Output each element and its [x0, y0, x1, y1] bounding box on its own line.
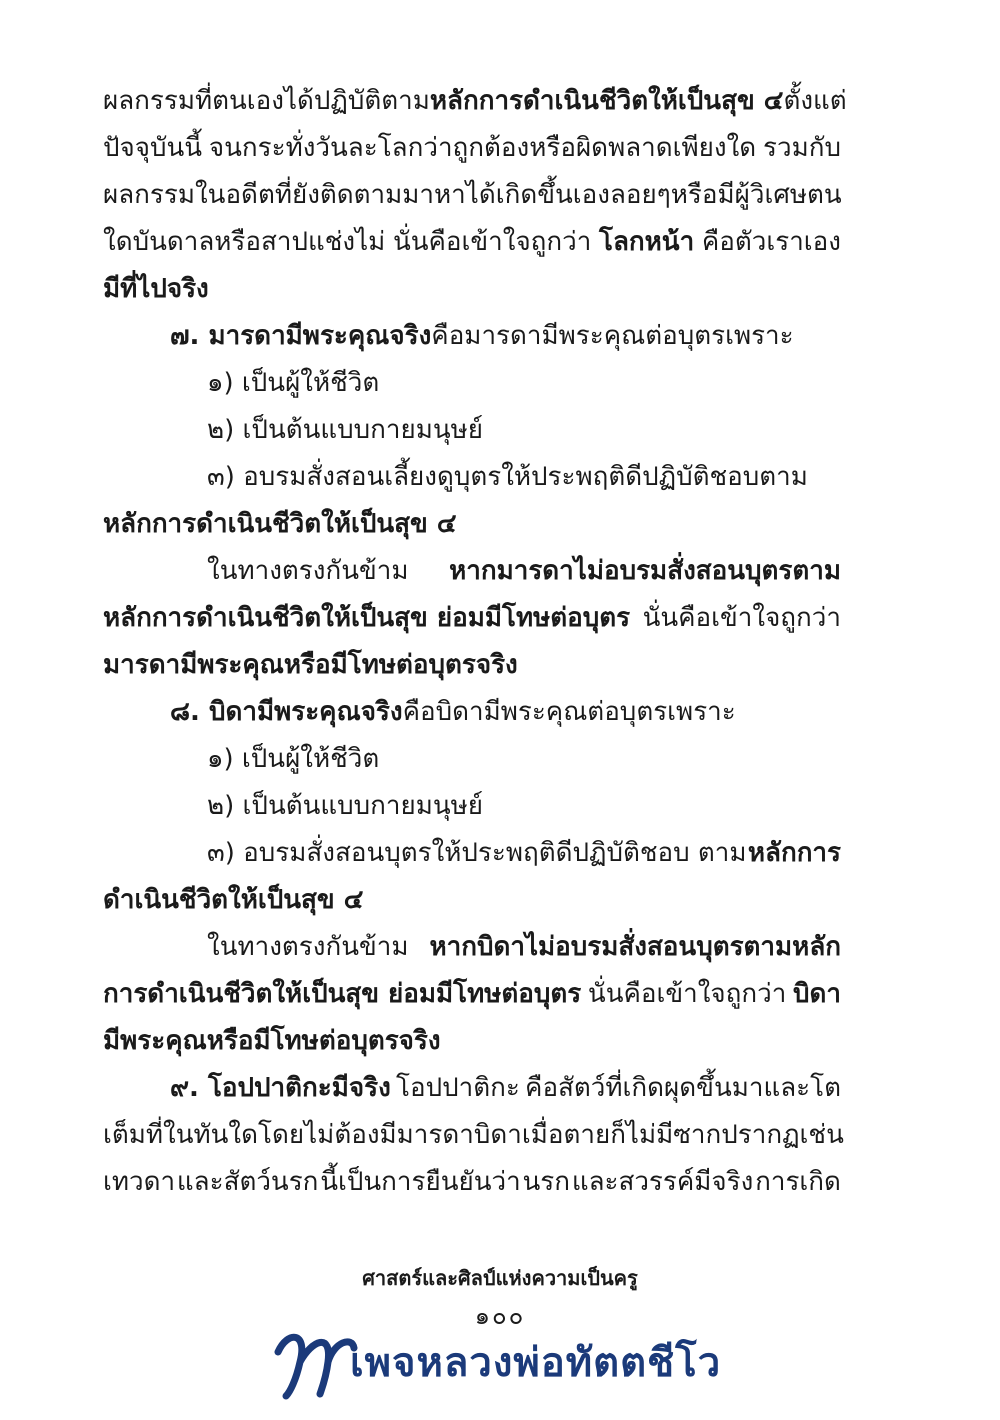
logo-text: เพจหลวงพ่อทัตตชีโว [350, 1339, 722, 1386]
text-segment: คือสัตว์ที่เกิดผุดขึ้นมาและโต [525, 1073, 841, 1103]
text-segment: ๒) เป็นต้นแบบกายมนุษย์ [207, 791, 483, 821]
text-segment: หรือมีผู้วิเศษตน [670, 180, 842, 210]
text-line [103, 266, 841, 313]
text-segment: ๑) เป็นผู้ให้ชีวิต [207, 744, 380, 774]
text-segment: นรก [522, 1167, 570, 1197]
text-line [103, 501, 841, 548]
text-segment: ปัจจุบันนี้ [103, 133, 203, 163]
text-line [103, 1018, 841, 1065]
text-segment: ในทางตรงกันข้าม [207, 556, 409, 586]
text-segment: เมื่อตายก็ไม่มีซากปรากฏ [521, 1120, 800, 1150]
text-line [103, 313, 841, 360]
text-segment: โดยไม่ต้องมีมารดาบิดา [258, 1120, 522, 1150]
text-line [103, 219, 841, 266]
bold-text-segment: หลักการดำเนินชีวิตให้เป็นสุข ๔ [429, 86, 784, 116]
text-segment: ตั้งแต่ [783, 86, 847, 116]
body-text [103, 78, 847, 1206]
text-segment: จนกระทั่งวันละโลกว่าถูกต้องหรือผิดพลาดเพียงใด [208, 133, 757, 163]
bold-text-segment: หลักการดำเนินชีวิตให้เป็นสุข ๔ [103, 509, 457, 539]
text-segment: ผลกรรมในอดีตที่ยังติดตามมา [103, 180, 435, 210]
text-line [103, 689, 841, 736]
bold-text-segment: การดำเนินชีวิตให้เป็นสุข ย่อมมีโทษต่อบุตร [103, 979, 582, 1009]
text-segment: โอปปาติกะ [396, 1073, 520, 1103]
text-line [103, 125, 841, 172]
text-line [103, 783, 841, 830]
text-segment: ในทางตรงกันข้าม [207, 932, 409, 962]
text-line [103, 877, 841, 924]
book-title: ศาสตร์และศิลป์แห่งความเป็นครู [362, 1266, 638, 1290]
bold-text-segment: ๗. มารดามีพระคุณจริง [170, 321, 432, 351]
text-segment: รวมกับ [763, 133, 841, 163]
text-segment: ๒) เป็นต้นแบบกายมนุษย์ [207, 415, 483, 445]
bold-text-segment: หากมารดาไม่อบรมสั่งสอนบุตรตาม [449, 556, 841, 586]
text-line [103, 360, 841, 407]
bold-text-segment: ๙. โอปปาติกะมีจริง [170, 1073, 391, 1103]
text-segment: ๓) อบรมสั่งสอนเลี้ยงดูบุตรให้ประพฤติดีปฏิบัติชอบตาม [207, 462, 808, 492]
text-segment: ผลกรรมที่ตนเองได้ปฏิบัติตาม [103, 86, 430, 116]
text-segment: และสวรรค์มีจริง [571, 1167, 754, 1197]
bold-text-segment: ๘. บิดามีพระคุณจริง [170, 697, 403, 727]
page-number: ๑๐๐ [474, 1302, 526, 1330]
text-line [103, 407, 841, 454]
text-line [103, 1112, 844, 1159]
text-line [103, 548, 841, 595]
bold-text-segment: บิดา [793, 979, 841, 1009]
text-line [103, 172, 841, 219]
bold-text-segment: มีที่ไปจริง [103, 274, 209, 304]
text-line [103, 736, 841, 783]
text-segment: เช่น [799, 1120, 844, 1150]
text-line [103, 924, 841, 971]
text-line [103, 830, 841, 877]
text-segment: นั่นคือเข้าใจถูกว่า [642, 603, 841, 633]
text-line [103, 1159, 841, 1206]
bold-text-segment: ดำเนินชีวิตให้เป็นสุข ๔ [103, 885, 364, 915]
logo-signature-icon [270, 1322, 360, 1402]
text-segment: คือตัวเราเอง [701, 227, 841, 257]
text-segment: คือมารดามีพระคุณต่อบุตรเพราะ [431, 321, 794, 351]
text-segment: การเกิด [755, 1167, 841, 1197]
bold-text-segment: มีพระคุณหรือมีโทษต่อบุตรจริง [103, 1026, 441, 1056]
text-line [103, 454, 841, 501]
bold-text-segment: หากบิดาไม่อบรมสั่งสอนบุตรตามหลัก [429, 932, 841, 962]
text-segment: นี้เป็นการยืนยันว่า [320, 1167, 521, 1197]
text-line [103, 971, 841, 1018]
text-segment: นั่นคือเข้าใจถูกว่า [392, 227, 592, 257]
text-segment: และสัตว์นรก [176, 1167, 319, 1197]
bold-text-segment: โลกหน้า [599, 227, 695, 257]
text-segment: เต็มที่ในทันใด [103, 1120, 259, 1150]
text-segment: นั่นคือเข้าใจถูกว่า [587, 979, 787, 1009]
text-line [103, 78, 847, 125]
bold-text-segment: หลักการ [747, 838, 841, 868]
text-segment: เทวดา [103, 1167, 176, 1197]
text-line [103, 1065, 841, 1112]
text-segment: ใดบันดาลหรือสาปแช่งไม่ [103, 227, 386, 257]
bold-text-segment: หลักการดำเนินชีวิตให้เป็นสุข ย่อมมีโทษต่อบุตร [103, 603, 631, 633]
text-segment: หาได้เกิดขึ้นเองลอยๆ [434, 180, 671, 210]
text-segment: ๓) อบรมสั่งสอนบุตรให้ประพฤติดีปฏิบัติชอบ ตาม [207, 838, 747, 868]
bold-text-segment: มารดามีพระคุณหรือมีโทษต่อบุตรจริง [103, 650, 518, 680]
text-segment: ๑) เป็นผู้ให้ชีวิต [207, 368, 380, 398]
text-segment: คือบิดามีพระคุณต่อบุตรเพราะ [402, 697, 736, 727]
text-line [103, 642, 841, 689]
text-line [103, 595, 841, 642]
page-logo [270, 1322, 740, 1402]
